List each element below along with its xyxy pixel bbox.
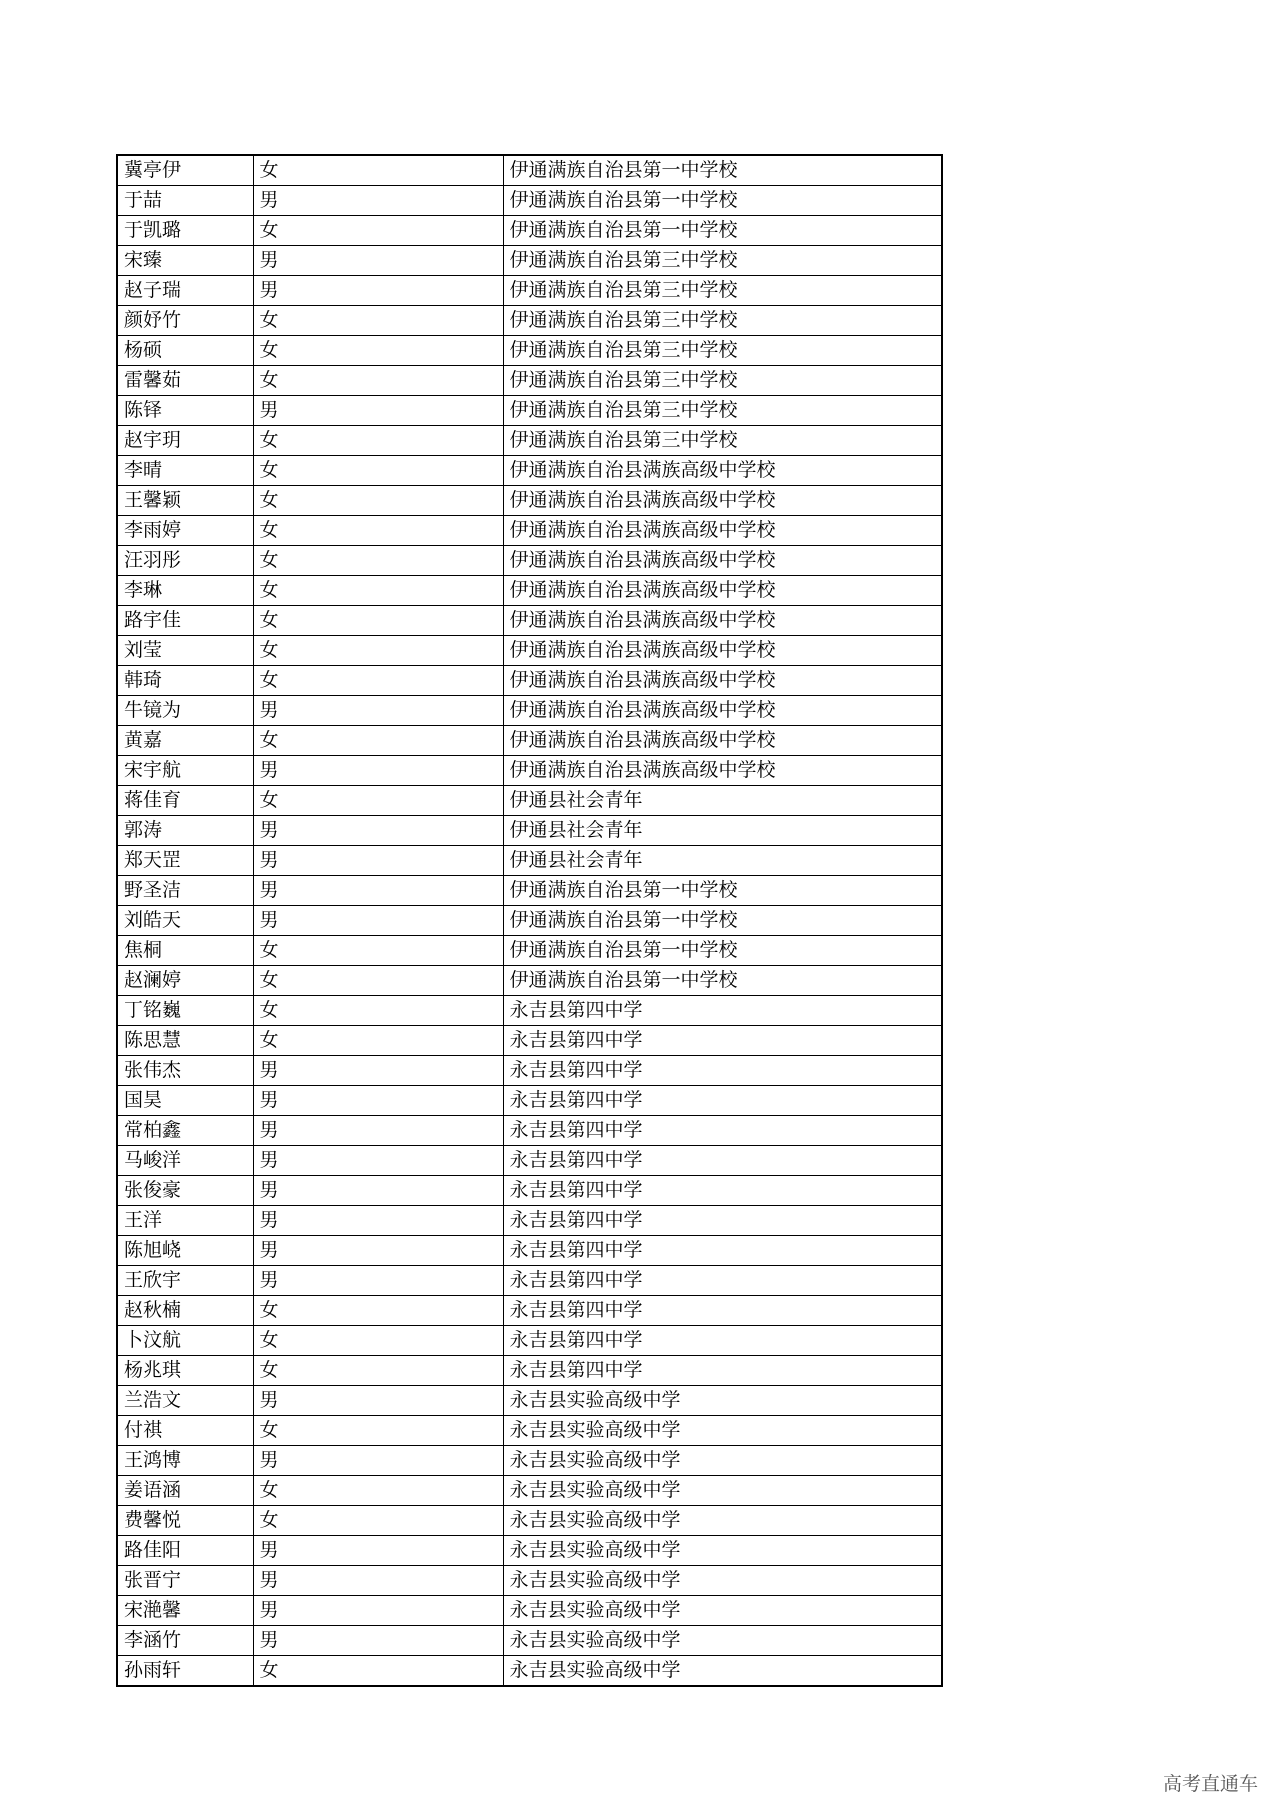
student-name-cell: 李涵竹: [117, 1626, 253, 1656]
gender-cell: 女: [253, 1476, 503, 1506]
table-row: [117, 576, 942, 606]
gender-cell: 男: [253, 1056, 503, 1086]
table-row: [117, 996, 942, 1026]
table-row: [117, 936, 942, 966]
table-row: [117, 366, 942, 396]
student-roster-table: [116, 154, 943, 1687]
school-cell: 永吉县第四中学: [503, 1146, 942, 1176]
school-cell: 永吉县第四中学: [503, 1026, 942, 1056]
school-cell: 伊通满族自治县第三中学校: [503, 366, 942, 396]
gender-cell: 女: [253, 426, 503, 456]
school-cell: 永吉县第四中学: [503, 1056, 942, 1086]
student-name-cell: 张俊豪: [117, 1176, 253, 1206]
student-name-cell: 郭涛: [117, 816, 253, 846]
school-cell: 永吉县第四中学: [503, 1086, 942, 1116]
gender-cell: 女: [253, 636, 503, 666]
gender-cell: 女: [253, 366, 503, 396]
school-cell: 伊通满族自治县满族高级中学校: [503, 456, 942, 486]
student-name-cell: 费馨悦: [117, 1506, 253, 1536]
table-row: [117, 1566, 942, 1596]
student-name-cell: 宋宇航: [117, 756, 253, 786]
student-name-cell: 国昊: [117, 1086, 253, 1116]
gender-cell: 女: [253, 516, 503, 546]
gender-cell: 女: [253, 966, 503, 996]
gender-cell: 男: [253, 1566, 503, 1596]
table-row: [117, 696, 942, 726]
gender-cell: 女: [253, 576, 503, 606]
student-name-cell: 孙雨轩: [117, 1656, 253, 1687]
school-cell: 伊通满族自治县满族高级中学校: [503, 486, 942, 516]
student-name-cell: 牛镜为: [117, 696, 253, 726]
gender-cell: 女: [253, 786, 503, 816]
table-row: [117, 906, 942, 936]
student-name-cell: 焦桐: [117, 936, 253, 966]
table-row: [117, 756, 942, 786]
gender-cell: 男: [253, 1206, 503, 1236]
table-row: [117, 1056, 942, 1086]
gender-cell: 女: [253, 1326, 503, 1356]
table-row: [117, 456, 942, 486]
school-cell: 永吉县第四中学: [503, 1296, 942, 1326]
gender-cell: 男: [253, 876, 503, 906]
table-row: [117, 1296, 942, 1326]
table-row: [117, 876, 942, 906]
student-name-cell: 常柏鑫: [117, 1116, 253, 1146]
gender-cell: 女: [253, 1296, 503, 1326]
table-row: [117, 1026, 942, 1056]
gender-cell: 女: [253, 306, 503, 336]
school-cell: 伊通满族自治县满族高级中学校: [503, 546, 942, 576]
school-cell: 伊通满族自治县第一中学校: [503, 216, 942, 246]
school-cell: 伊通满族自治县满族高级中学校: [503, 516, 942, 546]
school-cell: 永吉县第四中学: [503, 1206, 942, 1236]
student-name-cell: 杨硕: [117, 336, 253, 366]
table-row: [117, 1326, 942, 1356]
school-cell: 伊通满族自治县满族高级中学校: [503, 576, 942, 606]
gender-cell: 男: [253, 1266, 503, 1296]
student-name-cell: 赵子瑞: [117, 276, 253, 306]
school-cell: 永吉县实验高级中学: [503, 1506, 942, 1536]
table-row: [117, 1146, 942, 1176]
school-cell: 伊通满族自治县第一中学校: [503, 936, 942, 966]
gender-cell: 女: [253, 666, 503, 696]
school-cell: 伊通满族自治县第三中学校: [503, 336, 942, 366]
student-name-cell: 路宇佳: [117, 606, 253, 636]
table-row: [117, 486, 942, 516]
student-name-cell: 张晋宁: [117, 1566, 253, 1596]
school-cell: 伊通满族自治县第三中学校: [503, 276, 942, 306]
student-name-cell: 雷馨茹: [117, 366, 253, 396]
gender-cell: 女: [253, 1656, 503, 1687]
gender-cell: 男: [253, 1596, 503, 1626]
student-name-cell: 王洋: [117, 1206, 253, 1236]
table-row: [117, 606, 942, 636]
gender-cell: 女: [253, 606, 503, 636]
school-cell: 永吉县第四中学: [503, 1116, 942, 1146]
gender-cell: 女: [253, 486, 503, 516]
gender-cell: 女: [253, 1416, 503, 1446]
gender-cell: 女: [253, 996, 503, 1026]
gender-cell: 男: [253, 1086, 503, 1116]
school-cell: 永吉县实验高级中学: [503, 1446, 942, 1476]
school-cell: 伊通满族自治县满族高级中学校: [503, 606, 942, 636]
table-row: [117, 666, 942, 696]
table-row: [117, 816, 942, 846]
student-name-cell: 于喆: [117, 186, 253, 216]
table-row: [117, 1656, 942, 1687]
gender-cell: 男: [253, 396, 503, 426]
table-row: [117, 186, 942, 216]
school-cell: 伊通满族自治县第一中学校: [503, 966, 942, 996]
student-name-cell: 陈旭峣: [117, 1236, 253, 1266]
table-row: [117, 1356, 942, 1386]
student-name-cell: 蒋佳育: [117, 786, 253, 816]
student-name-cell: 刘莹: [117, 636, 253, 666]
student-name-cell: 姜语涵: [117, 1476, 253, 1506]
student-name-cell: 张伟杰: [117, 1056, 253, 1086]
table-row: [117, 1116, 942, 1146]
student-name-cell: 野圣洁: [117, 876, 253, 906]
table-row: [117, 966, 942, 996]
gender-cell: 女: [253, 456, 503, 486]
school-cell: 永吉县第四中学: [503, 996, 942, 1026]
table-row: [117, 336, 942, 366]
student-name-cell: 王馨颖: [117, 486, 253, 516]
school-cell: 永吉县实验高级中学: [503, 1416, 942, 1446]
table-row: [117, 786, 942, 816]
table-row: [117, 1086, 942, 1116]
school-cell: 伊通满族自治县满族高级中学校: [503, 666, 942, 696]
student-name-cell: 赵秋楠: [117, 1296, 253, 1326]
gender-cell: 男: [253, 1146, 503, 1176]
gender-cell: 男: [253, 756, 503, 786]
school-cell: 伊通满族自治县第一中学校: [503, 906, 942, 936]
school-cell: 永吉县第四中学: [503, 1266, 942, 1296]
gender-cell: 男: [253, 276, 503, 306]
student-name-cell: 王鸿博: [117, 1446, 253, 1476]
gender-cell: 男: [253, 1446, 503, 1476]
student-name-cell: 宋滟馨: [117, 1596, 253, 1626]
table-row: [117, 1266, 942, 1296]
school-cell: 永吉县实验高级中学: [503, 1596, 942, 1626]
table-row: [117, 216, 942, 246]
school-cell: 永吉县实验高级中学: [503, 1536, 942, 1566]
table-row: [117, 516, 942, 546]
school-cell: 永吉县实验高级中学: [503, 1566, 942, 1596]
student-name-cell: 李琳: [117, 576, 253, 606]
student-name-cell: 兰浩文: [117, 1386, 253, 1416]
gender-cell: 女: [253, 936, 503, 966]
school-cell: 永吉县第四中学: [503, 1326, 942, 1356]
table-row: [117, 1236, 942, 1266]
table-row: [117, 1206, 942, 1236]
gender-cell: 男: [253, 1626, 503, 1656]
school-cell: 永吉县第四中学: [503, 1236, 942, 1266]
student-name-cell: 郑天罡: [117, 846, 253, 876]
student-name-cell: 李雨婷: [117, 516, 253, 546]
student-name-cell: 冀亭伊: [117, 155, 253, 186]
gender-cell: 女: [253, 1356, 503, 1386]
table-row: [117, 1476, 942, 1506]
school-cell: 伊通满族自治县第一中学校: [503, 155, 942, 186]
school-cell: 永吉县实验高级中学: [503, 1656, 942, 1687]
student-name-cell: 刘皓天: [117, 906, 253, 936]
gender-cell: 女: [253, 726, 503, 756]
table-row: [117, 426, 942, 456]
table-row: [117, 726, 942, 756]
student-name-cell: 赵澜婷: [117, 966, 253, 996]
school-cell: 伊通满族自治县满族高级中学校: [503, 756, 942, 786]
school-cell: 伊通满族自治县第一中学校: [503, 186, 942, 216]
student-name-cell: 杨兆琪: [117, 1356, 253, 1386]
gender-cell: 女: [253, 336, 503, 366]
gender-cell: 男: [253, 1236, 503, 1266]
student-name-cell: 陈思慧: [117, 1026, 253, 1056]
school-cell: 永吉县第四中学: [503, 1356, 942, 1386]
school-cell: 永吉县实验高级中学: [503, 1626, 942, 1656]
gender-cell: 男: [253, 696, 503, 726]
student-name-cell: 陈铎: [117, 396, 253, 426]
student-name-cell: 李晴: [117, 456, 253, 486]
school-cell: 伊通满族自治县第三中学校: [503, 306, 942, 336]
gender-cell: 男: [253, 816, 503, 846]
table-row: [117, 1506, 942, 1536]
table-row: [117, 246, 942, 276]
school-cell: 伊通满族自治县满族高级中学校: [503, 636, 942, 666]
gender-cell: 女: [253, 546, 503, 576]
school-cell: 永吉县第四中学: [503, 1176, 942, 1206]
student-name-cell: 赵宇玥: [117, 426, 253, 456]
school-cell: 伊通满族自治县第一中学校: [503, 876, 942, 906]
table-row: [117, 1446, 942, 1476]
student-name-cell: 宋臻: [117, 246, 253, 276]
student-name-cell: 黄嘉: [117, 726, 253, 756]
school-cell: 伊通县社会青年: [503, 786, 942, 816]
table-row: [117, 155, 942, 186]
table-row: [117, 1416, 942, 1446]
gender-cell: 男: [253, 1536, 503, 1566]
school-cell: 永吉县实验高级中学: [503, 1476, 942, 1506]
student-name-cell: 卜汶航: [117, 1326, 253, 1356]
table-row: [117, 1176, 942, 1206]
gender-cell: 男: [253, 906, 503, 936]
school-cell: 伊通县社会青年: [503, 816, 942, 846]
gender-cell: 男: [253, 1176, 503, 1206]
student-name-cell: 汪羽彤: [117, 546, 253, 576]
student-name-cell: 于凯璐: [117, 216, 253, 246]
gender-cell: 男: [253, 246, 503, 276]
table-row: [117, 636, 942, 666]
school-cell: 伊通满族自治县第三中学校: [503, 246, 942, 276]
gender-cell: 女: [253, 1026, 503, 1056]
table-row: [117, 1386, 942, 1416]
student-name-cell: 付祺: [117, 1416, 253, 1446]
school-cell: 伊通满族自治县第三中学校: [503, 426, 942, 456]
gender-cell: 男: [253, 846, 503, 876]
school-cell: 伊通满族自治县满族高级中学校: [503, 696, 942, 726]
table-row: [117, 1626, 942, 1656]
gender-cell: 女: [253, 1506, 503, 1536]
gender-cell: 男: [253, 1386, 503, 1416]
table-row: [117, 276, 942, 306]
gender-cell: 女: [253, 216, 503, 246]
table-row: [117, 846, 942, 876]
student-name-cell: 丁铭巍: [117, 996, 253, 1026]
student-name-cell: 韩琦: [117, 666, 253, 696]
student-name-cell: 路佳阳: [117, 1536, 253, 1566]
school-cell: 伊通满族自治县第三中学校: [503, 396, 942, 426]
student-name-cell: 颜妤竹: [117, 306, 253, 336]
gender-cell: 男: [253, 186, 503, 216]
school-cell: 伊通满族自治县满族高级中学校: [503, 726, 942, 756]
school-cell: 永吉县实验高级中学: [503, 1386, 942, 1416]
student-name-cell: 王欣宇: [117, 1266, 253, 1296]
watermark-text: 高考直通车: [1162, 1773, 1258, 1795]
table-row: [117, 306, 942, 336]
student-name-cell: 马峻洋: [117, 1146, 253, 1176]
gender-cell: 女: [253, 155, 503, 186]
roster-body: [117, 155, 942, 1686]
table-row: [117, 546, 942, 576]
table-row: [117, 1596, 942, 1626]
table-row: [117, 396, 942, 426]
school-cell: 伊通县社会青年: [503, 846, 942, 876]
table-row: [117, 1536, 942, 1566]
gender-cell: 男: [253, 1116, 503, 1146]
